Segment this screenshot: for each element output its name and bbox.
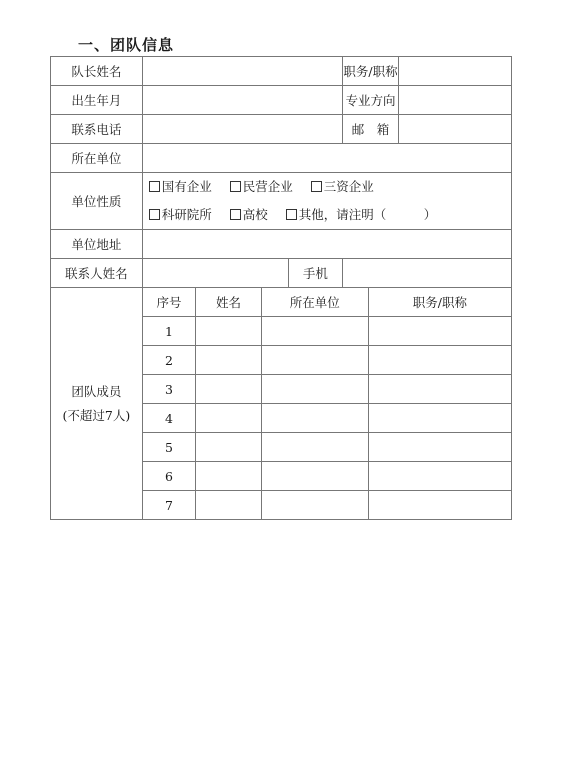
member-name-field[interactable] bbox=[196, 404, 262, 433]
team-header-row bbox=[51, 288, 512, 317]
team-members-label: 团队成员 (不超过7人) bbox=[51, 288, 143, 520]
checkbox-icon[interactable] bbox=[286, 209, 297, 220]
member-position-field[interactable] bbox=[368, 346, 511, 375]
member-position-field[interactable] bbox=[368, 404, 511, 433]
team-info-table bbox=[50, 56, 512, 520]
member-unit-field[interactable] bbox=[261, 491, 368, 520]
birth-field[interactable] bbox=[142, 86, 342, 115]
mobile-field[interactable] bbox=[342, 259, 511, 288]
option-research-institute[interactable]: 科研院所 bbox=[149, 207, 212, 222]
member-unit-field[interactable] bbox=[261, 375, 368, 404]
option-private[interactable]: 民营企业 bbox=[230, 179, 293, 194]
member-name-field[interactable] bbox=[196, 433, 262, 462]
member-unit-field[interactable] bbox=[261, 317, 368, 346]
member-unit-field[interactable] bbox=[261, 404, 368, 433]
option-other[interactable]: 其他，请注明（ ） bbox=[286, 207, 437, 222]
page-title: 一、团队信息 bbox=[78, 36, 175, 54]
member-name-field[interactable] bbox=[196, 375, 262, 404]
option-foreign-invested[interactable]: 三资企业 bbox=[311, 179, 374, 194]
unit-field[interactable] bbox=[142, 144, 511, 173]
row-seq: 2 bbox=[142, 346, 196, 375]
leader-position-field[interactable] bbox=[399, 57, 512, 86]
header-position: 职务/职称 bbox=[368, 288, 511, 317]
address-label: 单位地址 bbox=[51, 230, 143, 259]
member-position-field[interactable] bbox=[368, 462, 511, 491]
row-seq: 5 bbox=[142, 433, 196, 462]
row-nature bbox=[51, 173, 512, 230]
leader-name-label: 队长姓名 bbox=[51, 57, 143, 86]
member-name-field[interactable] bbox=[196, 317, 262, 346]
option-state-owned[interactable]: 国有企业 bbox=[149, 179, 212, 194]
nature-line-2 bbox=[149, 201, 511, 229]
row-leader-name bbox=[51, 57, 512, 86]
checkbox-icon[interactable] bbox=[230, 181, 241, 192]
email-label: 邮 箱 bbox=[342, 115, 399, 144]
member-unit-field[interactable] bbox=[261, 433, 368, 462]
row-birth bbox=[51, 86, 512, 115]
address-field[interactable] bbox=[142, 230, 511, 259]
major-label: 专业方向 bbox=[342, 86, 399, 115]
birth-label: 出生年月 bbox=[51, 86, 143, 115]
row-seq: 4 bbox=[142, 404, 196, 433]
member-name-field[interactable] bbox=[196, 491, 262, 520]
unit-label: 所在单位 bbox=[51, 144, 143, 173]
option-university[interactable]: 高校 bbox=[230, 207, 268, 222]
email-field[interactable] bbox=[399, 115, 512, 144]
header-unit: 所在单位 bbox=[261, 288, 368, 317]
row-seq: 1 bbox=[142, 317, 196, 346]
major-field[interactable] bbox=[399, 86, 512, 115]
member-position-field[interactable] bbox=[368, 491, 511, 520]
row-seq: 7 bbox=[142, 491, 196, 520]
member-position-field[interactable] bbox=[368, 433, 511, 462]
row-unit bbox=[51, 144, 512, 173]
row-seq: 6 bbox=[142, 462, 196, 491]
member-unit-field[interactable] bbox=[261, 462, 368, 491]
row-phone bbox=[51, 115, 512, 144]
member-name-field[interactable] bbox=[196, 462, 262, 491]
member-name-field[interactable] bbox=[196, 346, 262, 375]
row-contact bbox=[51, 259, 512, 288]
mobile-label: 手机 bbox=[289, 259, 343, 288]
contact-field[interactable] bbox=[142, 259, 288, 288]
header-name: 姓名 bbox=[196, 288, 262, 317]
checkbox-icon[interactable] bbox=[311, 181, 322, 192]
row-seq: 3 bbox=[142, 375, 196, 404]
nature-options bbox=[142, 173, 511, 230]
member-position-field[interactable] bbox=[368, 317, 511, 346]
nature-label: 单位性质 bbox=[51, 173, 143, 230]
checkbox-icon[interactable] bbox=[149, 181, 160, 192]
contact-label: 联系人姓名 bbox=[51, 259, 143, 288]
nature-line-1 bbox=[149, 173, 511, 201]
member-position-field[interactable] bbox=[368, 375, 511, 404]
member-unit-field[interactable] bbox=[261, 346, 368, 375]
header-seq: 序号 bbox=[142, 288, 196, 317]
checkbox-icon[interactable] bbox=[230, 209, 241, 220]
row-address bbox=[51, 230, 512, 259]
checkbox-icon[interactable] bbox=[149, 209, 160, 220]
phone-label: 联系电话 bbox=[51, 115, 143, 144]
leader-name-field[interactable] bbox=[142, 57, 342, 86]
phone-field[interactable] bbox=[142, 115, 342, 144]
leader-position-label: 职务/职称 bbox=[342, 57, 399, 86]
